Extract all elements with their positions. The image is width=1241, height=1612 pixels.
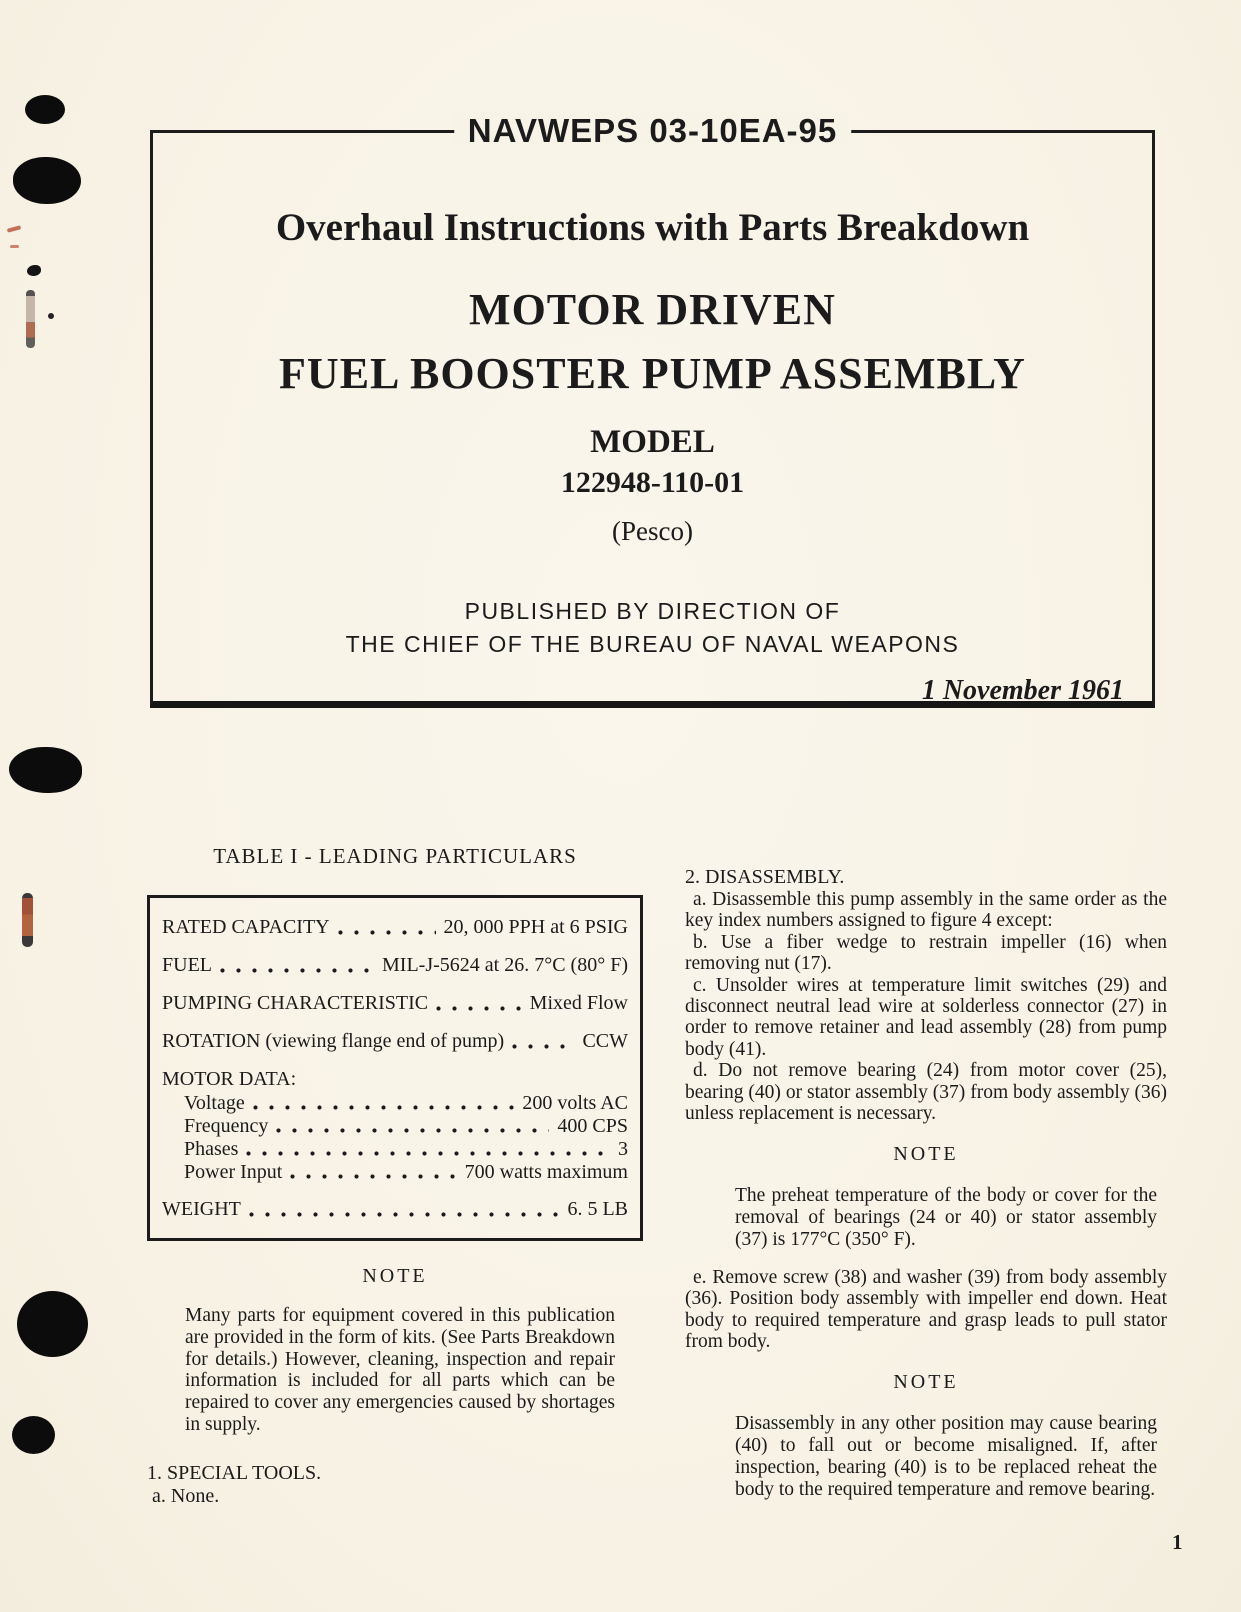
title-block <box>150 112 1155 708</box>
page-number: 1 <box>1172 1530 1183 1554</box>
ink-stain <box>22 893 33 947</box>
table-subrow <box>184 1138 628 1161</box>
row-value: Mixed Flow <box>529 992 628 1014</box>
row-label: PUMPING CHARACTERISTIC <box>162 992 429 1014</box>
note-heading: NOTE <box>362 1265 428 1287</box>
section-heading: 2. DISASSEMBLY. <box>685 866 845 888</box>
note-block <box>685 1141 1167 1250</box>
dot-leader <box>512 1034 574 1054</box>
hole-punch-mark <box>12 1416 55 1454</box>
paragraph-d: d. Do not remove bearing (24) from motor cover (25), bearing (40) or stator assembly (37) from body assembly (36) unless replacement is necessary. <box>685 1060 1167 1125</box>
table-row <box>162 1028 628 1054</box>
publication-date: 1 November 1961 <box>921 675 1124 706</box>
row-label: FUEL <box>162 954 212 976</box>
note-heading: NOTE <box>893 1371 959 1394</box>
ink-stain <box>48 313 54 319</box>
note-body: The preheat temperature of the body or cover for the removal of bearings (24 or 40) or stator assembly (37) is 177°C (350° F). <box>735 1185 1157 1251</box>
row-value: 6. 5 LB <box>567 1198 628 1220</box>
row-label: Power Input <box>184 1161 283 1183</box>
row-value: 700 watts maximum <box>464 1161 628 1183</box>
note-body: Disassembly in any other position may cause bearing (40) to fall out or become misaligned. If, after inspection, bearing (40) is to be replaced reheat the body to the required temperature and remove bearing. <box>735 1413 1157 1500</box>
hole-punch-mark <box>9 747 82 793</box>
row-label: ROTATION (viewing flange end of pump) <box>162 1030 505 1052</box>
row-value: CCW <box>582 1030 628 1052</box>
document-title-line2: FUEL BOOSTER PUMP ASSEMBLY <box>279 349 1026 398</box>
table-row <box>162 952 628 978</box>
model-label: MODEL <box>590 424 715 460</box>
row-value: 200 volts AC <box>522 1092 628 1114</box>
table-title: TABLE I - LEADING PARTICULARS <box>213 844 577 868</box>
row-label: Voltage <box>184 1092 245 1114</box>
motor-data-group <box>162 1066 628 1184</box>
paragraph-b: b. Use a fiber wedge to restrain impeller (16) when removing nut (17). <box>685 931 1167 975</box>
published-line1: PUBLISHED BY DIRECTION OF <box>464 598 841 624</box>
table-subrow <box>184 1092 628 1115</box>
row-label: RATED CAPACITY <box>162 916 330 938</box>
hole-punch-mark <box>25 95 65 124</box>
document-subtitle: Overhaul Instructions with Parts Breakdown <box>275 206 1030 249</box>
row-label: Frequency <box>184 1115 269 1137</box>
dot-leader <box>249 1202 560 1222</box>
ink-stain <box>7 225 22 232</box>
table-row <box>162 914 628 940</box>
motor-data-label: MOTOR DATA: <box>162 1068 297 1090</box>
table-subrow <box>184 1115 628 1138</box>
special-tools-section <box>147 1462 643 1508</box>
table-row <box>162 990 628 1016</box>
row-label: WEIGHT <box>162 1198 241 1220</box>
ink-stain <box>26 290 35 348</box>
dot-leader <box>338 920 436 940</box>
dot-leader <box>246 1144 610 1161</box>
paragraph-a: a. Disassemble this pump assembly in the same order as the key index numbers assigned to figure 4 except: <box>685 889 1167 932</box>
section-heading: 1. SPECIAL TOOLS. <box>147 1461 322 1484</box>
manufacturer-name: (Pesco) <box>612 516 693 546</box>
ink-stain <box>27 265 41 276</box>
table-subrow <box>184 1161 628 1184</box>
document-title-line1: MOTOR DRIVEN <box>469 285 836 334</box>
ink-stain <box>10 245 19 248</box>
row-value: MIL-J-5624 at 26. 7°C (80° F) <box>382 954 628 976</box>
right-column <box>685 866 1167 1501</box>
note-heading: NOTE <box>893 1143 959 1166</box>
model-number: 122948-110-01 <box>560 466 745 499</box>
note-block <box>685 1369 1167 1500</box>
row-label: Phases <box>184 1138 239 1160</box>
row-value: 3 <box>618 1138 628 1160</box>
published-by-statement <box>153 595 1152 661</box>
hole-punch-mark <box>17 1291 88 1357</box>
dot-leader <box>253 1098 515 1115</box>
dot-leader <box>276 1121 549 1138</box>
left-column <box>147 843 643 1508</box>
published-line2: THE CHIEF OF THE BUREAU OF NAVAL WEAPONS <box>345 631 960 657</box>
paragraph-c: c. Unsolder wires at temperature limit switches (29) and disconnect neutral lead wire at solderless connector (27) in order to remove retainer and lead assembly (28) from pump body (41). <box>685 974 1167 1060</box>
note-body: Many parts for equipment covered in this publication are provided in the form of kits. (See Parts Breakdown for details.) However, cleaning, inspection and repair information is included for all parts which can be repaired to cover any emergencies caused by shortages in supply. <box>185 1305 615 1435</box>
doc-number: NAVWEPS 03-10EA-95 <box>454 111 852 151</box>
dot-leader <box>436 996 522 1016</box>
section-item: a. None. <box>152 1484 220 1507</box>
paragraph-e: e. Remove screw (38) and washer (39) from body assembly (36). Position body assembly with impeller end down. Heat body to required temperature and grasp leads to pull stator from body. <box>685 1266 1167 1353</box>
row-value: 400 CPS <box>557 1115 628 1137</box>
row-value: 20, 000 PPH at 6 PSIG <box>443 916 628 938</box>
table-row <box>162 1196 628 1222</box>
hole-punch-mark <box>13 157 81 204</box>
dot-leader <box>290 1167 456 1184</box>
leading-particulars-table <box>147 895 643 1241</box>
dot-leader <box>220 958 374 978</box>
